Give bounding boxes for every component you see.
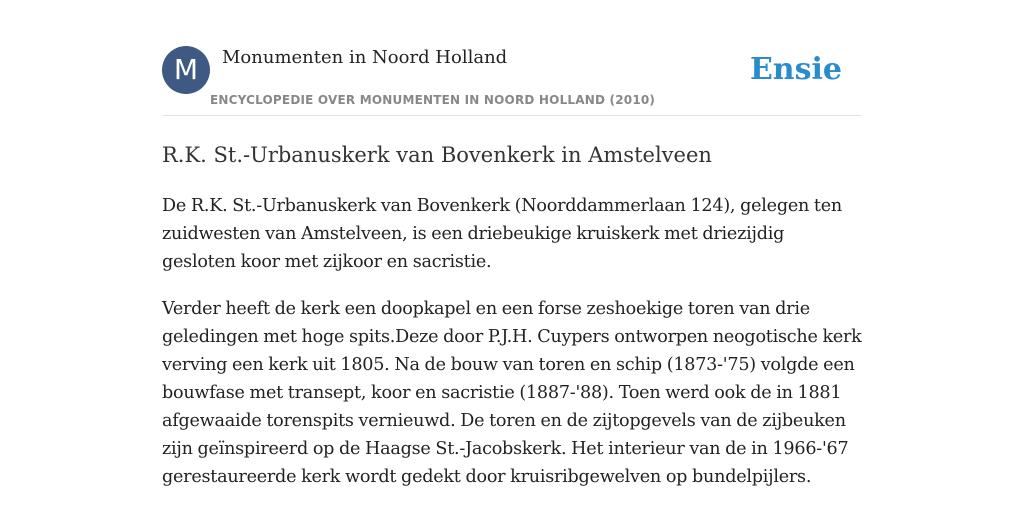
ensie-logo[interactable]: Ensie bbox=[749, 52, 842, 87]
article-body bbox=[162, 192, 862, 510]
article-title: R.K. St.-Urbanuskerk van Bovenkerk in Amstelveen bbox=[162, 143, 712, 167]
article-paragraph: Verder heeft de kerk een doopkapel en een forse zeshoekige toren van drie geledingen met hoge spits.Deze door P.J.H. Cuypers ontworpen neogotische kerk verving een kerk uit 1805. Na de bouw van toren en schip (1873-'75) volgde een bouwfase met transept, koor en sacristie (1887-'88). Toen werd ook de in 1881 afgewaaide torenspits vernieuwd. De toren en de zijtopgevels van de zijbeuken zijn geïnspireerd op de Haagse St.-Jacobskerk. Het interieur van de in 1966-'67 gerestaureerde kerk wordt gedekt door kruisribgewelven op bundelpijlers. bbox=[162, 299, 862, 487]
source-title[interactable]: Monumenten in Noord Holland bbox=[222, 47, 508, 68]
source-header bbox=[162, 46, 862, 116]
source-avatar[interactable]: M bbox=[162, 46, 210, 94]
article-paragraph: De R.K. St.-Urbanuskerk van Bovenkerk (Noorddammerlaan 124), gelegen ten zuidwesten van Amstelveen, is een driebeukige kruiskerk met driezijdig gesloten koor met zijkoor en sacristie. bbox=[162, 196, 842, 272]
source-subtitle: ENCYCLOPEDIE OVER MONUMENTEN IN NOORD HOLLAND (2010) bbox=[210, 93, 656, 107]
